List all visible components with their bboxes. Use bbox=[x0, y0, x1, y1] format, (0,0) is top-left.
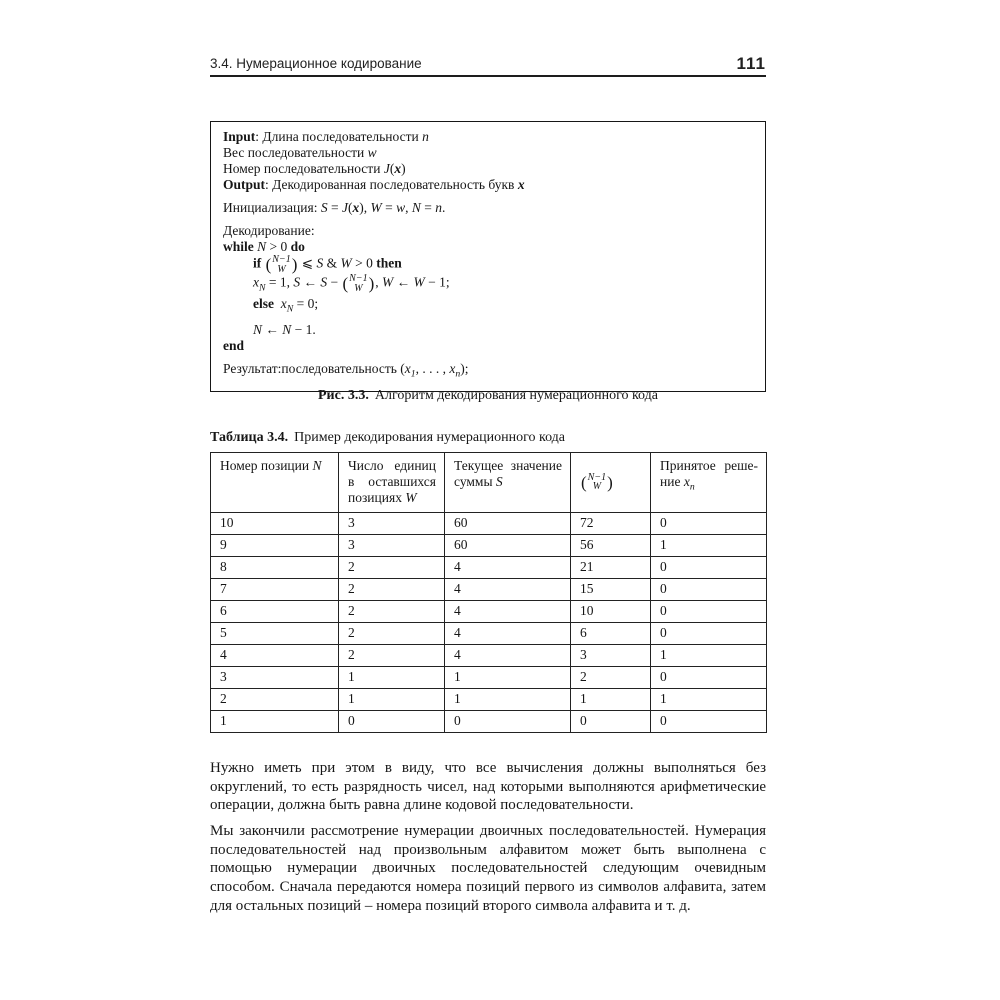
table-cell: 9 bbox=[211, 535, 339, 557]
table-row bbox=[211, 513, 767, 535]
algorithm-line bbox=[223, 129, 753, 145]
table-cell: 1 bbox=[651, 535, 767, 557]
text-segment: N bbox=[312, 458, 322, 473]
text-segment: ← bbox=[393, 274, 414, 290]
text-segment: ← bbox=[300, 274, 321, 290]
text-segment: while bbox=[223, 239, 258, 254]
text-segment: Текущее значение суммы bbox=[454, 458, 562, 489]
text-segment: = bbox=[327, 200, 342, 215]
table-cell: 1 bbox=[651, 645, 767, 667]
text-segment: > 0 bbox=[266, 239, 291, 254]
table-header-row bbox=[211, 453, 767, 513]
text-segment: W bbox=[340, 255, 352, 271]
algorithm-line bbox=[223, 255, 753, 274]
table-cell: 2 bbox=[571, 667, 651, 689]
table-cell: 10 bbox=[211, 513, 339, 535]
text-segment: > 0 bbox=[351, 255, 377, 271]
text-segment: = bbox=[381, 200, 397, 215]
page-number: 111 bbox=[736, 54, 766, 73]
table-cell: 2 bbox=[339, 645, 445, 667]
table-row bbox=[211, 579, 767, 601]
table-cell: 1 bbox=[339, 689, 445, 711]
text-segment: Число единиц в оставшихся позициях bbox=[348, 458, 436, 505]
table-row bbox=[211, 601, 767, 623]
text-segment: = 1, bbox=[265, 274, 294, 290]
text-segment: : Длина последовательности bbox=[255, 129, 423, 144]
algorithm-line bbox=[223, 239, 753, 255]
text-segment: ( bbox=[389, 161, 395, 176]
text-segment: ⩽ bbox=[298, 255, 317, 271]
text-segment: & bbox=[323, 255, 341, 271]
text-segment: ), bbox=[359, 200, 371, 215]
text-segment: Номер позиции bbox=[220, 458, 313, 473]
text-segment: , . . . , bbox=[415, 360, 450, 376]
text-segment: else bbox=[253, 296, 274, 312]
table-cell: 0 bbox=[651, 711, 767, 733]
table-cell: 1 bbox=[445, 667, 571, 689]
table-row bbox=[211, 711, 767, 733]
binomial-coefficient: ( N−1 W ) bbox=[581, 471, 613, 492]
text-segment: Вес последовательности bbox=[223, 145, 368, 160]
text-segment: x bbox=[683, 474, 690, 489]
text-segment: : Декодированная последовательность букв bbox=[265, 177, 518, 192]
decoding-example-table bbox=[210, 452, 767, 733]
table-cell: 4 bbox=[445, 579, 571, 601]
table-cell: 4 bbox=[445, 601, 571, 623]
text-segment: x bbox=[352, 200, 360, 215]
text-segment: Input bbox=[223, 129, 256, 144]
table-cell: 3 bbox=[339, 513, 445, 535]
text-segment: Номер последовательности bbox=[223, 161, 384, 176]
table-cell: 56 bbox=[571, 535, 651, 557]
text-segment: ( bbox=[347, 200, 353, 215]
page-header bbox=[210, 56, 766, 77]
subscript: 1 bbox=[410, 368, 416, 380]
text-segment: ) bbox=[401, 161, 406, 176]
table-cell: 1 bbox=[651, 689, 767, 711]
algorithm-line bbox=[223, 338, 753, 354]
table-cell: 6 bbox=[211, 601, 339, 623]
binomial-coefficient: ( N−1 W ) bbox=[342, 273, 375, 294]
subscript: N bbox=[259, 282, 266, 294]
text-segment: = 0; bbox=[293, 296, 319, 312]
table-cell: 0 bbox=[571, 711, 651, 733]
text-segment: S bbox=[495, 474, 503, 489]
text-segment: , bbox=[375, 274, 382, 290]
table-cell: 0 bbox=[651, 513, 767, 535]
text-segment: − 1; bbox=[424, 274, 450, 290]
text-segment: S bbox=[320, 200, 328, 215]
text-segment: . bbox=[442, 200, 446, 215]
text-segment: N bbox=[282, 321, 292, 337]
table-row bbox=[211, 689, 767, 711]
subscript: N bbox=[286, 303, 294, 315]
text-segment: x bbox=[253, 274, 259, 290]
table-cell: 3 bbox=[339, 535, 445, 557]
text-segment: N bbox=[253, 321, 263, 337]
table-caption bbox=[210, 430, 766, 446]
table-header-cell bbox=[445, 453, 571, 513]
text-segment: , bbox=[405, 200, 412, 215]
table-cell: 1 bbox=[571, 689, 651, 711]
table-cell: 0 bbox=[651, 557, 767, 579]
algorithm-line bbox=[223, 161, 753, 177]
text-segment: W bbox=[405, 490, 417, 505]
text-segment: J bbox=[341, 200, 348, 215]
body-paragraph-rounding: Нужно иметь при этом в виду, что все вычисления должны выполняться без округлений, то есть разрядность чисел, над которыми выполняются арифметические операции, должна быть равна длине кодовой последовательности. bbox=[210, 760, 766, 814]
text-segment: N bbox=[257, 239, 267, 254]
table-cell: 2 bbox=[339, 579, 445, 601]
text-segment: x bbox=[404, 360, 411, 376]
table-cell: 4 bbox=[445, 645, 571, 667]
text-segment: ); bbox=[460, 360, 469, 376]
binomial-coefficient: ( N−1 W ) bbox=[265, 254, 298, 275]
table-cell: 2 bbox=[339, 601, 445, 623]
text-segment: if bbox=[253, 255, 265, 271]
text-segment: w bbox=[396, 200, 406, 215]
table-cell: 72 bbox=[571, 513, 651, 535]
text-segment: = bbox=[420, 200, 436, 215]
table-cell: 2 bbox=[211, 689, 339, 711]
subscript: n bbox=[455, 368, 461, 380]
text-segment: S bbox=[316, 255, 324, 271]
table-cell: 1 bbox=[211, 711, 339, 733]
table-cell: 1 bbox=[339, 667, 445, 689]
algorithm-box bbox=[210, 121, 766, 392]
table-cell: 0 bbox=[651, 601, 767, 623]
table-cell: 21 bbox=[571, 557, 651, 579]
algorithm-line bbox=[223, 223, 753, 239]
algorithm-line bbox=[223, 322, 753, 338]
algorithm-lines bbox=[223, 129, 753, 383]
text-segment: − 1. bbox=[291, 321, 316, 337]
text-segment: W bbox=[382, 274, 394, 290]
text-segment: n bbox=[435, 200, 442, 215]
text-segment: do bbox=[290, 239, 305, 254]
table-cell: 3 bbox=[211, 667, 339, 689]
table-cell: 15 bbox=[571, 579, 651, 601]
table-row bbox=[211, 645, 767, 667]
table-row bbox=[211, 557, 767, 579]
text-segment: Принятое решение bbox=[660, 458, 758, 489]
table-row bbox=[211, 623, 767, 645]
table-cell: 4 bbox=[445, 623, 571, 645]
algorithm-line bbox=[223, 177, 753, 193]
table-row bbox=[211, 667, 767, 689]
text-segment: − bbox=[327, 274, 342, 290]
text-segment: Результат:последовательность ( bbox=[223, 360, 405, 376]
table-cell: 0 bbox=[651, 623, 767, 645]
table-cell: 6 bbox=[571, 623, 651, 645]
table-row bbox=[211, 535, 767, 557]
table-cell: 2 bbox=[339, 557, 445, 579]
table-body bbox=[211, 513, 767, 733]
text-segment: x bbox=[394, 161, 402, 176]
table-cell: 1 bbox=[445, 689, 571, 711]
text-segment: Output bbox=[223, 177, 266, 192]
table-cell: 60 bbox=[445, 535, 571, 557]
table-caption-label: Таблица 3.4. bbox=[210, 430, 289, 445]
algorithm-line bbox=[223, 274, 753, 296]
text-segment: ← bbox=[262, 321, 283, 337]
text-segment: then bbox=[376, 255, 402, 271]
table-cell: 3 bbox=[571, 645, 651, 667]
text-segment: w bbox=[367, 145, 377, 160]
table-cell: 5 bbox=[211, 623, 339, 645]
text-segment bbox=[274, 296, 281, 311]
algorithm-line bbox=[223, 361, 753, 383]
table-header-cell bbox=[339, 453, 445, 513]
algorithm-line bbox=[223, 145, 753, 161]
table-cell: 0 bbox=[651, 579, 767, 601]
table-cell: 4 bbox=[211, 645, 339, 667]
text-segment: n bbox=[422, 129, 429, 144]
figure-caption-label: Рис. 3.3. bbox=[318, 388, 369, 403]
table-cell: 10 bbox=[571, 601, 651, 623]
body-paragraph-alphabet: Мы закончили рассмотрение нумерации двоичных последовательностей. Нумерация последовательностей над произвольным алфавитом может быть выполнена с помощью нумерации двоичных последовательностей следующим очевидным способом. Сначала передаются номера позиций первого из символов алфавита, затем для остальных позиций – номера позиций второго символа алфавита и т. д. bbox=[210, 823, 766, 914]
text-segment: S bbox=[293, 274, 301, 290]
text-segment: W bbox=[413, 274, 425, 290]
section-title: 3.4. Нумерационное кодирование bbox=[210, 56, 422, 71]
table-cell: 0 bbox=[339, 711, 445, 733]
table-cell: 0 bbox=[651, 667, 767, 689]
table-caption-text: Пример декодирования нумерационного кода bbox=[294, 430, 566, 445]
book-page bbox=[210, 0, 766, 1000]
table-cell: 60 bbox=[445, 513, 571, 535]
text-segment: x bbox=[449, 360, 456, 376]
text-segment: N bbox=[411, 200, 421, 215]
table-header-cell bbox=[571, 453, 651, 513]
text-segment: Инициализация: bbox=[223, 200, 321, 215]
table-cell: 4 bbox=[445, 557, 571, 579]
table-cell: 8 bbox=[211, 557, 339, 579]
text-segment: x bbox=[517, 177, 525, 192]
subscript: n bbox=[689, 481, 695, 493]
figure-caption bbox=[210, 388, 766, 404]
table-cell: 0 bbox=[445, 711, 571, 733]
algorithm-line bbox=[223, 200, 753, 216]
table-cell: 7 bbox=[211, 579, 339, 601]
table-header-cell bbox=[211, 453, 339, 513]
text-segment: S bbox=[320, 274, 328, 290]
text-segment: x bbox=[280, 296, 287, 312]
table-cell: 2 bbox=[339, 623, 445, 645]
text-segment: end bbox=[223, 337, 245, 353]
algorithm-line bbox=[223, 296, 753, 318]
text-segment: W bbox=[370, 200, 382, 215]
text-segment: J bbox=[383, 161, 390, 176]
text-segment: Декодирование: bbox=[223, 223, 315, 238]
figure-caption-text: Алгоритм декодирования нумерационного кода bbox=[374, 388, 658, 403]
table-header-cell bbox=[651, 453, 767, 513]
